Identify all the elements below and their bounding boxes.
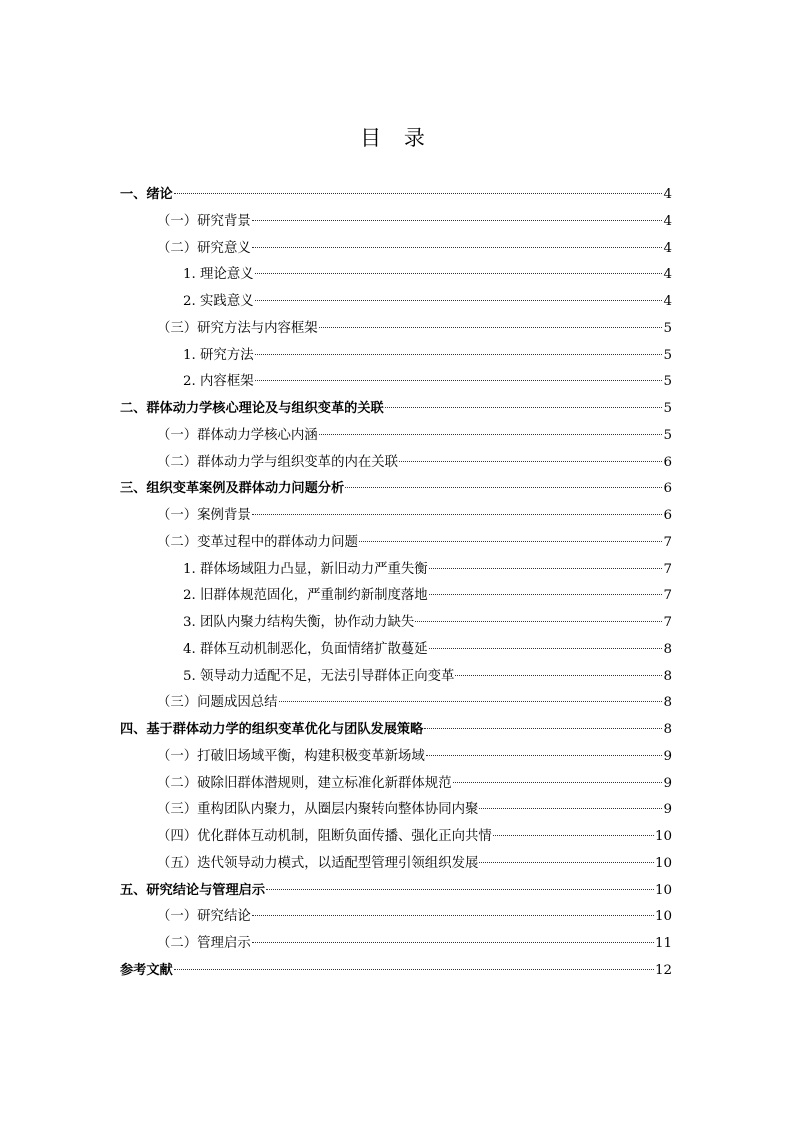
toc-page-number: 8: [663, 722, 672, 737]
toc-entry-label: 4. 群体互动机制恶化，负面情绪扩散蔓延: [183, 641, 428, 657]
toc-entry-label: （一）研究背景: [157, 213, 251, 229]
toc-entry[interactable]: [120, 289, 672, 316]
toc-page-number: 8: [663, 668, 672, 684]
toc-entry[interactable]: [120, 610, 672, 637]
toc-page-number: 7: [663, 615, 672, 630]
toc-entry-label: （一）案例背景: [157, 508, 251, 523]
toc-entry[interactable]: [120, 744, 672, 771]
toc-page-number: 4: [663, 294, 672, 309]
toc-entry[interactable]: [120, 450, 672, 477]
toc-entry[interactable]: [120, 637, 672, 664]
toc-page-number: 4: [663, 187, 672, 202]
toc-entry-label: （四）优化群体互动机制，阻断负面传播、强化正向共情: [157, 829, 492, 844]
toc-entry[interactable]: [120, 690, 672, 717]
toc-entry[interactable]: [120, 236, 672, 263]
toc-dot-leader: [319, 327, 663, 328]
toc-entry-label: （三）研究方法与内容框架: [157, 320, 318, 336]
toc-dot-leader: [174, 193, 663, 194]
toc-entry-label: （五）迭代领导动力模式，以适配型管理引领组织发展: [157, 855, 479, 871]
toc-dot-leader: [279, 701, 663, 702]
toc-entry-label: 3. 团队内聚力结构失衡，协作动力缺失: [183, 615, 415, 630]
toc-entry-label: 2. 旧群体规范固化，严重制约新制度落地: [183, 588, 428, 604]
toc-dot-leader: [252, 915, 654, 916]
toc-entry-label: 三、组织变革案例及群体动力问题分析: [120, 481, 345, 497]
toc-dot-leader: [255, 273, 663, 274]
toc-dot-leader: [319, 434, 663, 435]
toc-entry-label: 1. 群体场域阻力凸显，新旧动力严重失衡: [183, 561, 428, 577]
toc-dot-leader: [429, 648, 663, 649]
toc-dot-leader: [385, 407, 663, 408]
toc-entry-label: （二）研究意义: [157, 240, 251, 256]
toc-page-number: 9: [663, 775, 672, 791]
toc-entry-label: 1. 理论意义: [183, 267, 254, 283]
toc-page-number: 10: [654, 882, 672, 898]
toc-page-number: 10: [654, 855, 672, 871]
toc-dot-leader: [479, 862, 654, 863]
toc-entry-label: 2. 内容框架: [183, 374, 254, 390]
toc-entry-label: 1. 研究方法: [183, 347, 254, 363]
toc-page-number: 7: [663, 588, 672, 604]
toc-dot-leader: [255, 354, 663, 355]
toc-page-number: 4: [663, 240, 672, 256]
toc-entry[interactable]: [120, 343, 672, 370]
toc-page-number: 5: [663, 401, 672, 416]
table-of-contents: [120, 182, 672, 985]
toc-entry[interactable]: [120, 476, 672, 503]
page-title: 目 录: [360, 126, 433, 150]
toc-page-number: 7: [663, 534, 672, 550]
toc-entry[interactable]: [120, 209, 672, 236]
toc-page-number: 8: [663, 641, 672, 657]
toc-page-number: 12: [654, 962, 672, 978]
toc-page-number: 6: [663, 481, 672, 497]
toc-page-number: 9: [663, 802, 672, 818]
toc-entry-label: （一）打破旧场域平衡，构建积极变革新场域: [157, 748, 425, 764]
toc-entry[interactable]: [120, 824, 672, 851]
toc-page-number: 5: [663, 427, 672, 443]
toc-entry[interactable]: [120, 904, 672, 931]
toc-page-number: 6: [663, 454, 672, 470]
toc-dot-leader: [453, 782, 663, 783]
toc-dot-leader: [479, 808, 662, 809]
toc-dot-leader: [345, 487, 662, 488]
toc-dot-leader: [255, 380, 663, 381]
toc-dot-leader: [429, 594, 663, 595]
toc-entry-label: （二）破除旧群体潜规则，建立标准化新群体规范: [157, 775, 452, 791]
toc-entry[interactable]: [120, 423, 672, 450]
toc-entry[interactable]: [120, 182, 672, 209]
toc-dot-leader: [455, 675, 662, 676]
toc-entry-label: （三）重构团队内聚力，从圈层内聚转向整体协同内聚: [157, 802, 479, 818]
toc-entry-label: （一）群体动力学核心内涵: [157, 427, 318, 443]
toc-entry[interactable]: [120, 316, 672, 343]
toc-dot-leader: [415, 621, 662, 622]
toc-entry-label: 5. 领导动力适配不足，无法引导群体正向变革: [183, 668, 455, 684]
toc-entry-label: （二）群体动力学与组织变革的内在关联: [157, 454, 399, 470]
toc-entry[interactable]: [120, 369, 672, 396]
toc-entry[interactable]: [120, 958, 672, 985]
toc-dot-leader: [252, 247, 663, 248]
toc-dot-leader: [359, 541, 663, 542]
toc-entry[interactable]: [120, 878, 672, 905]
toc-entry-label: 五、研究结论与管理启示: [120, 882, 266, 898]
toc-entry-label: 参考文献: [120, 962, 173, 978]
toc-page-number: 4: [663, 267, 672, 283]
toc-entry-label: 四、基于群体动力学的组织变革优化与团队发展策略: [120, 722, 424, 737]
toc-page-number: 7: [663, 561, 672, 577]
toc-entry[interactable]: [120, 797, 672, 824]
toc-entry[interactable]: [120, 583, 672, 610]
toc-dot-leader: [174, 969, 654, 970]
toc-dot-leader: [424, 728, 662, 729]
toc-entry-label: （二）变革过程中的群体动力问题: [157, 534, 358, 550]
toc-entry-label: （一）研究结论: [157, 909, 251, 925]
toc-entry[interactable]: [120, 396, 672, 423]
toc-page-number: 9: [663, 748, 672, 764]
toc-dot-leader: [255, 300, 663, 301]
toc-page-number: 8: [663, 695, 672, 711]
toc-entry[interactable]: [120, 503, 672, 530]
toc-entry[interactable]: [120, 717, 672, 744]
toc-page-number: 5: [663, 374, 672, 390]
toc-page-number: 4: [663, 213, 672, 229]
toc-entry-label: 二、群体动力学核心理论及与组织变革的关联: [120, 401, 384, 416]
toc-entry[interactable]: [120, 931, 672, 958]
toc-page-number: 10: [654, 909, 672, 925]
toc-entry[interactable]: [120, 664, 672, 691]
toc-dot-leader: [266, 889, 654, 890]
toc-entry-label: 2. 实践意义: [183, 294, 254, 309]
toc-dot-leader: [252, 514, 663, 515]
toc-entry[interactable]: [120, 851, 672, 878]
toc-page-number: 6: [663, 508, 672, 523]
toc-entry[interactable]: [120, 771, 672, 798]
toc-page-number: 5: [663, 347, 672, 363]
toc-entry-label: 一、绪论: [120, 187, 173, 202]
toc-dot-leader: [426, 755, 663, 756]
toc-entry[interactable]: [120, 557, 672, 584]
toc-dot-leader: [493, 835, 654, 836]
toc-entry[interactable]: [120, 262, 672, 289]
toc-entry[interactable]: [120, 530, 672, 557]
toc-page-number: 10: [654, 829, 672, 844]
toc-dot-leader: [429, 568, 663, 569]
toc-entry-label: （三）问题成因总结: [157, 695, 278, 711]
toc-dot-leader: [252, 220, 663, 221]
toc-entry-label: （二）管理启示: [157, 936, 251, 951]
toc-dot-leader: [399, 461, 662, 462]
toc-page-number: 11: [654, 936, 672, 951]
toc-dot-leader: [252, 942, 654, 943]
toc-page-number: 5: [663, 320, 672, 336]
